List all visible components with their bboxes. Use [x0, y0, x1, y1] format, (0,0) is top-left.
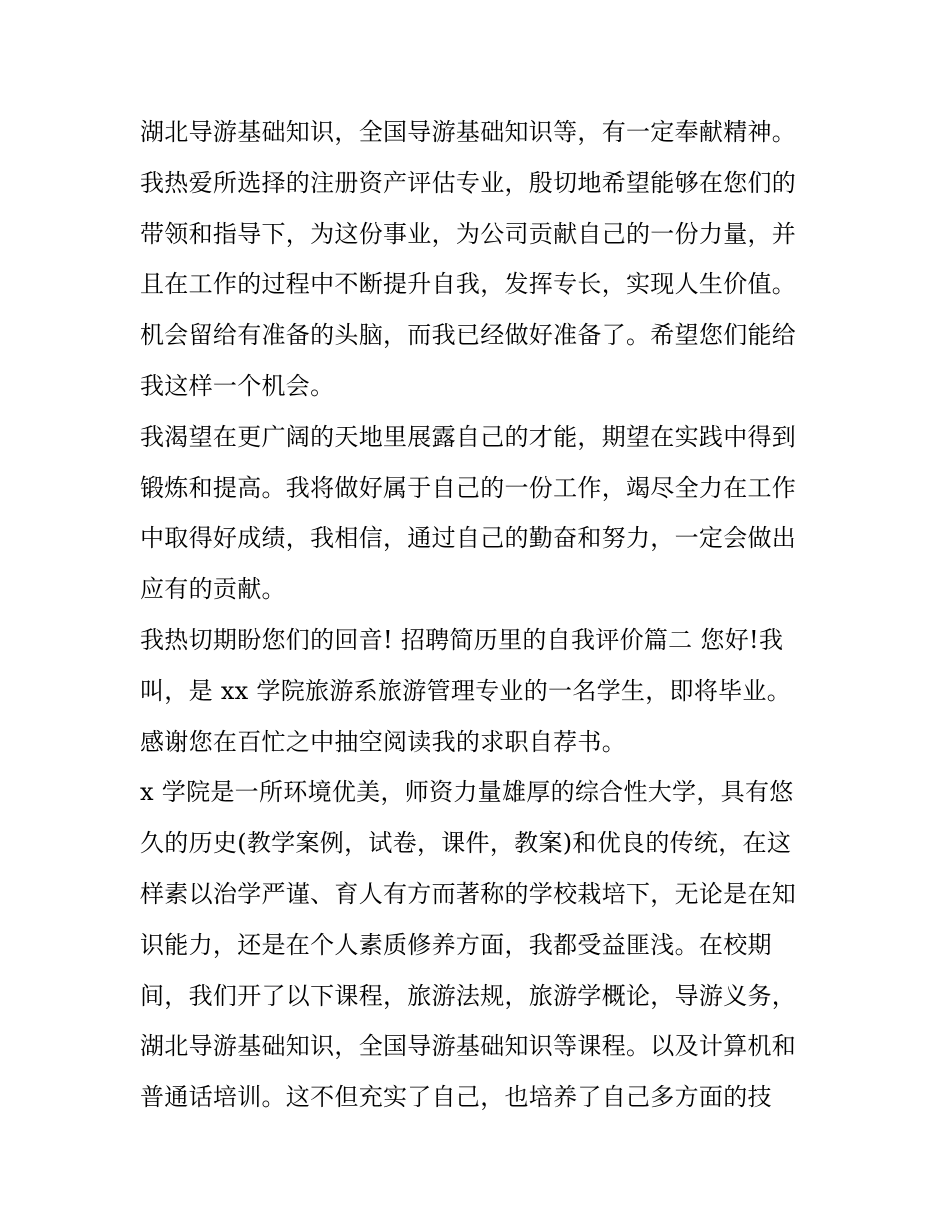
- text-line: 应有的贡献。: [140, 575, 286, 604]
- text-line: 普通话培训。这不但充实了自己，也培养了自己多方面的技: [140, 1083, 772, 1112]
- text-line: 样素以治学严谨、育人有方而著称的学校栽培下，无论是在知: [140, 879, 797, 908]
- text-line: 叫，是 xx 学院旅游系旅游管理专业的一名学生，即将毕业。: [140, 676, 792, 705]
- text-line: 锻炼和提高。我将做好属于自己的一份工作，竭尽全力在工作: [140, 473, 797, 502]
- text-line: 且在工作的过程中不断提升自我，发挥专长，实现人生价值。: [140, 270, 797, 299]
- document-body: [140, 107, 830, 1123]
- text-line: 久的历史(教学案例，试卷，课件，教案)和优良的传统，在这: [140, 829, 792, 858]
- text-line: 我这样一个机会。: [140, 371, 335, 400]
- text-line: 带领和指导下，为这份事业，为公司贡献自己的一份力量，并: [140, 219, 797, 248]
- text-line: 机会留给有准备的头脑，而我已经做好准备了。希望您们能给: [140, 321, 797, 350]
- text-line: 识能力，还是在个人素质修养方面，我都受益匪浅。在校期: [140, 930, 772, 959]
- text-line: 中取得好成绩，我相信，通过自己的勤奋和努力，一定会做出: [140, 524, 797, 553]
- text-line: 间，我们开了以下课程，旅游法规，旅游学概论，导游义务，: [140, 981, 797, 1010]
- text-line: 我渴望在更广阔的天地里展露自己的才能，期望在实践中得到: [140, 422, 797, 451]
- text-line: 我热切期盼您们的回音! 招聘简历里的自我评价篇二 您好!我: [140, 625, 784, 654]
- text-line: x 学院是一所环境优美，师资力量雄厚的综合性大学，具有悠: [140, 778, 794, 807]
- text-line: 我热爱所选择的注册资产评估专业，殷切地希望能够在您们的: [140, 168, 797, 197]
- text-line: 湖北导游基础知识，全国导游基础知识等课程。以及计算机和: [140, 1032, 797, 1061]
- text-line: 感谢您在百忙之中抽空阅读我的求职自荐书。: [140, 727, 626, 756]
- text-line: 湖北导游基础知识，全国导游基础知识等，有一定奉献精神。: [140, 118, 797, 146]
